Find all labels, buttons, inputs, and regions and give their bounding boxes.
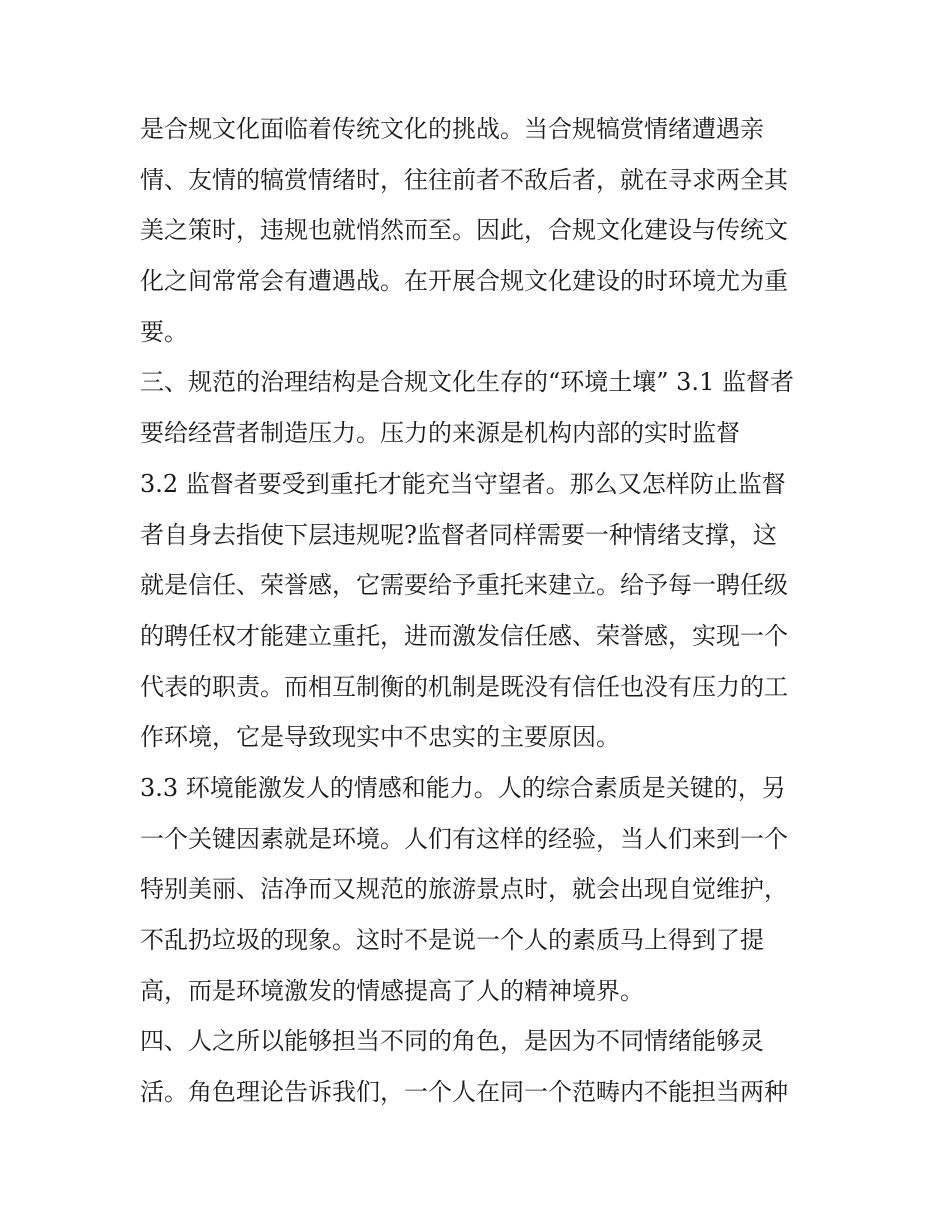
text-line: 就是信任、荣誉感，它需要给予重托来建立。给予每一聘任级	[140, 571, 788, 600]
text-line: 高，而是环境激发的情感提高了人的精神境界。	[140, 976, 644, 1005]
text-line: 的聘任权才能建立重托，进而激发信任感、荣誉感，实现一个	[140, 621, 788, 650]
subsection-line: 3.3 环境能激发人的情感和能力。人的综合素质是关键的，另	[140, 773, 786, 802]
text-line: 化之间常常会有遭遇战。在开展合规文化建设的时环境尤为重	[140, 267, 788, 296]
body-text	[140, 104, 820, 1118]
text-line: 是合规文化面临着传统文化的挑战。当合规犒赏情绪遭遇亲	[140, 115, 764, 143]
text-line: 美之策时，违规也就悄然而至。因此，合规文化建设与传统文	[140, 216, 788, 245]
text-line: 不乱扔垃圾的现象。这时不是说一个人的素质马上得到了提	[140, 926, 764, 954]
section-heading-line: 四、人之所以能够担当不同的角色，是因为不同情绪能够灵	[140, 1027, 764, 1056]
text-line: 代表的职责。而相互制衡的机制是既没有信任也没有压力的工	[140, 672, 788, 701]
text-line: 特别美丽、洁净而又规范的旅游景点时，就会出现自觉维护，	[140, 875, 788, 904]
text-line: 者自身去指使下层违规呢?监督者同样需要一种情绪支撑，这	[140, 520, 777, 549]
text-line: 情、友情的犒赏情绪时，往往前者不敌后者，就在寻求两全其	[140, 165, 788, 194]
section-heading-line: 三、规范的治理结构是合规文化生存的“环境土壤” 3.1 监督者	[140, 368, 794, 397]
text-line: 活。角色理论告诉我们，一个人在同一个范畴内不能担当两种	[140, 1078, 788, 1107]
text-line: 作环境，它是导致现实中不忠实的主要原因。	[140, 723, 620, 752]
subsection-line: 3.2 监督者要受到重托才能充当守望者。那么又怎样防止监督	[140, 469, 786, 498]
text-line: 要。	[140, 317, 188, 346]
text-line: 要给经营者制造压力。压力的来源是机构内部的实时监督	[140, 419, 740, 448]
text-line: 一个关键因素就是环境。人们有这样的经验，当人们来到一个	[140, 824, 788, 853]
